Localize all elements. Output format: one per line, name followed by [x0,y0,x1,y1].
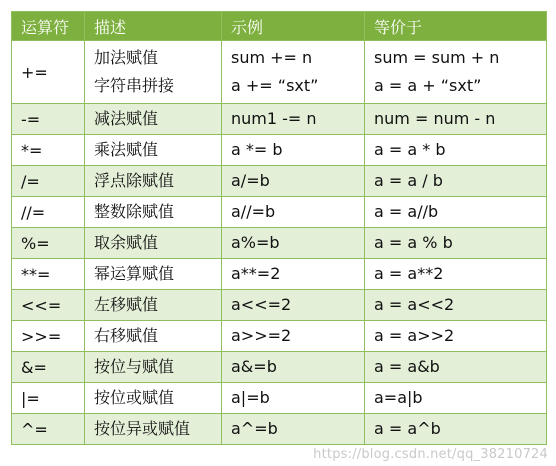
example-text: a *= b [231,140,283,159]
equivalent-text: a = a % b [374,233,453,252]
description-text: 乘法赋值 [94,140,159,159]
description-text: 加法赋值 [94,48,159,67]
example-cell [222,135,365,166]
example-cell [222,321,365,352]
equivalent-text: a=a|b [374,388,423,407]
header-example: 示例 [222,12,365,41]
example-text: a|=b [231,388,270,407]
description-text: 按位异或赋值 [94,419,191,438]
example-text: a += “sxt” [231,76,319,95]
table-row [12,414,547,445]
equivalent-cell [365,414,547,445]
example-text: a%=b [231,233,280,252]
header-equivalent: 等价于 [365,12,547,41]
example-cell [222,166,365,197]
description-cell [85,41,222,104]
equivalent-cell [365,197,547,228]
equivalent-cell [365,41,547,104]
example-cell [222,197,365,228]
description-text: 浮点除赋值 [94,171,175,190]
table-row [12,259,547,290]
example-text: a/=b [231,171,270,190]
example-cell [222,383,365,414]
equivalent-text: a = a^b [374,419,441,438]
description-cell [85,259,222,290]
example-text: a//=b [231,202,276,221]
description-cell [85,383,222,414]
watermark-text: https://blog.csdn.net/qq_38210724 [313,447,548,462]
description-cell [85,135,222,166]
equivalent-cell [365,104,547,135]
description-text: 左移赋值 [94,295,159,314]
equivalent-text: a = a&b [374,357,440,376]
operator-cell: //= [12,197,85,228]
description-text: 取余赋值 [94,233,159,252]
table-row [12,383,547,414]
table-row [12,135,547,166]
description-cell [85,197,222,228]
example-text: a**=2 [231,264,281,283]
table-row [12,197,547,228]
operator-cell: += [12,41,85,104]
operator-cell: >>= [12,321,85,352]
table-row [12,290,547,321]
equivalent-text: num = num - n [374,109,496,128]
example-text: a^=b [231,419,278,438]
description-text: 按位或赋值 [94,388,175,407]
operator-cell: -= [12,104,85,135]
example-cell [222,259,365,290]
description-cell [85,290,222,321]
operator-cell: **= [12,259,85,290]
table-row [12,166,547,197]
description-cell [85,414,222,445]
operator-cell: &= [12,352,85,383]
equivalent-text: a = a / b [374,171,443,190]
description-cell [85,166,222,197]
table-row [12,228,547,259]
example-text: a>>=2 [231,326,292,345]
example-text: a&=b [231,357,277,376]
header-description: 描述 [85,12,222,41]
equivalent-cell [365,228,547,259]
equivalent-cell [365,321,547,352]
operator-table-container [11,11,546,445]
equivalent-text: sum = sum + n [374,48,500,67]
example-cell [222,290,365,321]
equivalent-text: a = a * b [374,140,446,159]
operator-cell: /= [12,166,85,197]
equivalent-cell [365,259,547,290]
example-cell [222,414,365,445]
operator-cell: <<= [12,290,85,321]
example-text: sum += n [231,48,313,67]
operator-cell: %= [12,228,85,259]
description-text: 幂运算赋值 [94,264,175,283]
equivalent-cell [365,290,547,321]
description-text: 整数除赋值 [94,202,175,221]
description-cell [85,321,222,352]
equivalent-text: a = a**2 [374,264,444,283]
equivalent-text: a = a + “sxt” [374,76,482,95]
table-header-row [12,12,547,41]
assignment-operator-table [11,11,547,445]
equivalent-cell [365,135,547,166]
description-cell [85,104,222,135]
equivalent-cell [365,383,547,414]
description-cell [85,228,222,259]
table-body [12,41,547,445]
operator-cell: |= [12,383,85,414]
example-cell [222,41,365,104]
equivalent-text: a = a//b [374,202,439,221]
example-text: num1 -= n [231,109,317,128]
equivalent-text: a = a<<2 [374,295,455,314]
equivalent-text: a = a>>2 [374,326,455,345]
example-cell [222,104,365,135]
description-cell [85,352,222,383]
equivalent-cell [365,352,547,383]
header-operator: 运算符 [12,12,85,41]
example-text: a<<=2 [231,295,292,314]
description-text: 右移赋值 [94,326,159,345]
table-row [12,41,547,104]
operator-cell: *= [12,135,85,166]
equivalent-cell [365,166,547,197]
example-cell [222,228,365,259]
description-text: 按位与赋值 [94,357,175,376]
operator-cell: ^= [12,414,85,445]
example-cell [222,352,365,383]
table-row [12,104,547,135]
description-text: 减法赋值 [94,109,159,128]
table-row [12,352,547,383]
table-row [12,321,547,352]
description-text: 字符串拼接 [94,76,175,95]
